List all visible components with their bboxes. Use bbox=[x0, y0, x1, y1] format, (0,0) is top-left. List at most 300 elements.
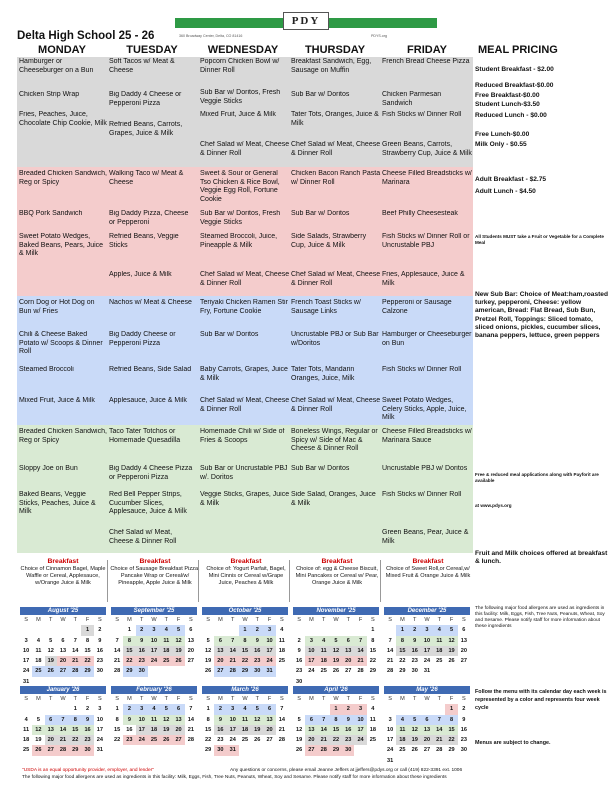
breakfast-title: Breakfast bbox=[412, 558, 444, 565]
weekday-header: T bbox=[346, 696, 350, 702]
calendar-march bbox=[202, 686, 288, 756]
calendar-day: 29 bbox=[448, 747, 455, 754]
calendar-day: 4 bbox=[24, 716, 28, 723]
calendar-day: 29 bbox=[399, 668, 406, 675]
menu-item: Fish Sticks w/ Dinner Roll bbox=[382, 491, 462, 498]
calendar-day: 17 bbox=[421, 646, 433, 656]
menu-item: Side Salads, Strawberry Cup, Juice & Milk bbox=[291, 233, 367, 249]
calendar-day: 19 bbox=[35, 737, 42, 744]
calendar-blank bbox=[32, 625, 44, 635]
calendar-blank bbox=[57, 704, 69, 714]
calendar-day: 12 bbox=[205, 647, 212, 654]
calendar-day: 8 bbox=[206, 716, 210, 723]
calendar-day: 13 bbox=[214, 646, 226, 656]
weekday-header: S bbox=[388, 617, 392, 623]
calendar-day: 19 bbox=[445, 646, 457, 656]
weekday-header: F bbox=[449, 696, 454, 702]
menu-item: Chef Salad w/ Meat, Cheese & Dinner Roll bbox=[291, 141, 381, 157]
weekday-header: T bbox=[73, 696, 77, 702]
meal-application-note: Free & reduced meal applications along with Payforit are available bbox=[475, 472, 599, 484]
calendar-day: 5 bbox=[172, 625, 184, 635]
calendar-day: 20 bbox=[263, 725, 275, 735]
calendar-day: 27 bbox=[187, 658, 194, 665]
calendar-day: 19 bbox=[172, 646, 184, 656]
calendar-day: 1 bbox=[371, 627, 375, 634]
calendar-day: 6 bbox=[263, 704, 275, 714]
calendar-day: 12 bbox=[32, 725, 44, 735]
calendar-grid bbox=[202, 615, 288, 677]
calendar-day: 31 bbox=[96, 747, 103, 754]
calendar-day: 8 bbox=[371, 637, 375, 644]
column-header-monday: MONDAY bbox=[38, 44, 86, 56]
menu-item: Chef Salad w/ Meat, Cheese & Dinner Roll bbox=[291, 271, 381, 287]
menu-item: Beef Philly Cheesesteak bbox=[382, 210, 458, 217]
calendar-day: 14 bbox=[114, 647, 121, 654]
calendar-day: 10 bbox=[136, 715, 148, 725]
calendar-day: 23 bbox=[96, 658, 103, 665]
calendar-day: 15 bbox=[369, 647, 376, 654]
calendar-day: 5 bbox=[160, 704, 172, 714]
calendar-day: 5 bbox=[206, 637, 210, 644]
calendar-day: 7 bbox=[280, 706, 284, 713]
breakfast-description: Choice of: egg & Cheese Biscuit, Mini Pancakes or Cereal w/ Pear, Orange Juice & Milk bbox=[295, 566, 379, 586]
calendar-day: 12 bbox=[172, 636, 184, 646]
calendar-day: 1 bbox=[73, 706, 77, 713]
calendar-day: 2 bbox=[251, 625, 263, 635]
footer-allergen-note: The following major food allergens are used as ingredients in this facility: Milk, Eggs, Fish, Tree Nuts, Peanuts, Wheat, Soy and Sesame. Please notify staff for more information about these ingredients bbox=[22, 775, 447, 780]
calendar-grid bbox=[111, 694, 197, 745]
breakfast-friday bbox=[383, 558, 473, 580]
calendar-day: 3 bbox=[98, 706, 102, 713]
calendar-day: 22 bbox=[205, 737, 212, 744]
calendar-day: 26 bbox=[205, 668, 212, 675]
weekday-header: S bbox=[297, 617, 301, 623]
menu-item: Green Beans, Carrots, Strawberry Cup, Juice & Milk bbox=[382, 141, 472, 157]
calendar-day: 23 bbox=[342, 735, 354, 745]
weekday-header: M bbox=[309, 696, 314, 702]
price-free-breakfast: Free Breakfast-$0.00 bbox=[475, 92, 540, 99]
menu-item: Sweet Potato Wedges, Baked Beans, Pears, Juice & Milk bbox=[19, 233, 104, 258]
menu-item: Chicken Strip Wrap bbox=[19, 91, 80, 98]
calendar-day: 22 bbox=[330, 735, 342, 745]
calendar-day: 18 bbox=[278, 647, 285, 654]
column-header-wednesday: WEDNESDAY bbox=[207, 44, 279, 56]
calendar-day: 24 bbox=[229, 737, 236, 744]
weekday-header: M bbox=[400, 696, 405, 702]
weekday-header: W bbox=[151, 617, 157, 623]
week-2-band bbox=[17, 167, 473, 296]
calendar-day: 5 bbox=[49, 637, 53, 644]
menu-item: Chicken Parmesan Sandwich bbox=[382, 91, 442, 107]
calendar-day: 9 bbox=[342, 715, 354, 725]
menu-item: Walking Taco w/ Meat & Cheese bbox=[109, 170, 184, 186]
calendar-blank bbox=[305, 625, 317, 635]
calendar-day: 12 bbox=[47, 647, 54, 654]
calendar-day: 4 bbox=[396, 715, 408, 725]
calendar-november bbox=[293, 607, 379, 687]
menu-item: Sub Bar w/ Doritos, Fresh Veggie Sticks bbox=[200, 89, 281, 105]
calendar-day: 21 bbox=[114, 658, 121, 665]
calendar-day: 8 bbox=[396, 636, 408, 646]
calendar-day: 18 bbox=[23, 737, 30, 744]
menu-item: Cheese Filled Breadsticks w/ Marinara Sauce bbox=[382, 428, 472, 444]
weekday-header: M bbox=[400, 617, 405, 623]
calendar-day: 1 bbox=[445, 704, 457, 714]
menu-item: Mixed Fruit, Juice & Milk bbox=[200, 111, 276, 118]
calendar-day: 7 bbox=[57, 715, 69, 725]
calendar-day: 7 bbox=[318, 715, 330, 725]
calendar-day: 26 bbox=[332, 668, 340, 675]
calendar-day: 30 bbox=[214, 745, 226, 755]
menu-item: Apples, Juice & Milk bbox=[109, 271, 172, 278]
calendar-title: January '26 bbox=[20, 686, 106, 694]
weekday-header: T bbox=[48, 696, 53, 702]
contact-info: Any questions or concerns, please email Jeanne Jeffers at jjeffers@pdys.org or call (419) 822-3391 ext. 1006 bbox=[230, 768, 463, 773]
calendar-day: 1 bbox=[127, 627, 131, 634]
menu-item: Soft Tacos w/ Meat & Cheese bbox=[109, 58, 175, 74]
calendar-day: 13 bbox=[263, 715, 275, 725]
calendar-day: 9 bbox=[98, 637, 102, 644]
calendar-blank bbox=[318, 625, 330, 635]
calendar-blank bbox=[384, 625, 396, 635]
calendar-day: 6 bbox=[189, 627, 193, 634]
calendar-day: 25 bbox=[160, 656, 172, 666]
weekday-header: T bbox=[437, 696, 441, 702]
calendar-day: 20 bbox=[172, 725, 184, 735]
sub-bar-description: New Sub Bar: Choice of Meat:ham,roasted turkey, pepperoni, Cheese: yellow american, Bread: Flat Bread, Sub Bun, Pretzel Roll, Toppings: Sliced tomato, sliced onions, pickles, cucumber slices, banana peppers, lettuce, green peppers bbox=[475, 291, 608, 340]
calendar-day: 1 bbox=[115, 706, 119, 713]
menu-item: Big Daddy 4 Cheese Pizza or Pepperoni Pizza bbox=[109, 465, 193, 481]
calendar-day: 27 bbox=[423, 747, 431, 754]
calendar-title: November '25 bbox=[293, 607, 379, 615]
calendar-day: 15 bbox=[396, 646, 408, 656]
calendar-day: 18 bbox=[396, 735, 408, 745]
calendar-blank bbox=[111, 625, 123, 635]
calendar-day: 31 bbox=[387, 757, 394, 764]
menu-item: Sub Bar w/ Doritos, Fresh Veggie Sticks bbox=[200, 210, 281, 226]
calendar-day: 13 bbox=[59, 647, 67, 654]
calendar-day: 4 bbox=[36, 637, 40, 644]
menu-item: Chef Salad w/ Meat, Cheese & Dinner Roll bbox=[200, 271, 290, 287]
calendar-day: 11 bbox=[433, 636, 445, 646]
calendar-day: 2 bbox=[342, 704, 354, 714]
weekday-header: S bbox=[97, 696, 102, 702]
weekday-header: W bbox=[151, 696, 157, 702]
menu-item: Taco Tater Totchos or Homemade Quesadilla bbox=[109, 428, 181, 444]
calendar-day: 29 bbox=[330, 745, 342, 755]
calendar-day: 3 bbox=[354, 704, 366, 714]
weekday-header: T bbox=[230, 696, 235, 702]
calendar-day: 11 bbox=[239, 715, 251, 725]
calendar-day: 6 bbox=[305, 715, 317, 725]
calendar-day: 30 bbox=[411, 668, 418, 675]
weekday-header: T bbox=[412, 696, 417, 702]
calendar-day: 2 bbox=[297, 637, 301, 644]
calendar-december bbox=[384, 607, 470, 677]
weekday-header: W bbox=[242, 617, 248, 623]
menu-item: Big Daddy Cheese or Pepperoni Pizza bbox=[109, 331, 176, 347]
calendar-day: 31 bbox=[423, 668, 431, 675]
calendar-day: 1 bbox=[396, 625, 408, 635]
calendar-day: 27 bbox=[214, 666, 226, 676]
calendar-day: 23 bbox=[123, 735, 135, 745]
calendar-day: 25 bbox=[278, 658, 285, 665]
calendar-blank bbox=[384, 704, 396, 714]
week-3-band bbox=[17, 296, 473, 425]
calendar-day: 14 bbox=[187, 716, 194, 723]
calendar-day: 23 bbox=[217, 737, 224, 744]
calendar-day: 26 bbox=[45, 666, 57, 676]
calendar-day: 29 bbox=[123, 666, 135, 676]
calendar-day: 16 bbox=[409, 646, 421, 656]
calendar-day: 21 bbox=[433, 735, 445, 745]
website-note: at www.pdys.org bbox=[475, 503, 512, 508]
calendar-day: 10 bbox=[227, 715, 239, 725]
calendar-day: 28 bbox=[278, 737, 285, 744]
weekday-header: T bbox=[139, 617, 144, 623]
calendar-day: 10 bbox=[421, 636, 433, 646]
calendar-day: 12 bbox=[296, 726, 303, 733]
menu-item: Sweet & Sour or General Tso Chicken & Rice Bowl, Veggie Egg Roll, Fortune Cookie bbox=[200, 170, 280, 203]
calendar-day: 24 bbox=[148, 656, 160, 666]
calendar-blank bbox=[293, 704, 305, 714]
calendar-day: 14 bbox=[57, 725, 69, 735]
weekday-header: T bbox=[255, 696, 259, 702]
calendar-day: 5 bbox=[445, 625, 457, 635]
weekday-header: T bbox=[73, 617, 77, 623]
calendar-day: 16 bbox=[296, 658, 303, 665]
calendar-day: 14 bbox=[318, 725, 330, 735]
weekday-header: S bbox=[24, 696, 28, 702]
subject-to-change-note: Menus are subject to change. bbox=[475, 740, 551, 746]
breakfast-title: Breakfast bbox=[321, 558, 353, 565]
menu-item: Green Beans, Pear, Juice & Milk bbox=[382, 529, 469, 545]
menu-item: Homemade Chili w/ Side of Fries & Scoops bbox=[200, 428, 285, 444]
calendar-day: 26 bbox=[448, 658, 455, 665]
calendar-day: 24 bbox=[136, 735, 148, 745]
calendar-day: 2 bbox=[123, 704, 135, 714]
weekday-header: T bbox=[346, 617, 350, 623]
weekday-header: M bbox=[36, 617, 41, 623]
calendar-grid bbox=[384, 694, 470, 766]
calendar-day: 13 bbox=[460, 637, 467, 644]
calendar-day: 14 bbox=[278, 716, 285, 723]
calendar-blank bbox=[433, 704, 445, 714]
calendar-day: 10 bbox=[354, 715, 366, 725]
calendar-blank bbox=[396, 704, 408, 714]
calendar-day: 1 bbox=[239, 625, 251, 635]
calendar-day: 24 bbox=[387, 747, 394, 754]
calendar-day: 4 bbox=[239, 704, 251, 714]
weekday-header: F bbox=[358, 696, 363, 702]
calendar-day: 1 bbox=[81, 625, 93, 635]
weekday-header: S bbox=[188, 696, 193, 702]
weekday-header: S bbox=[370, 617, 375, 623]
calendar-day: 2 bbox=[214, 704, 226, 714]
calendar-day: 14 bbox=[227, 646, 239, 656]
calendar-day: 21 bbox=[387, 658, 394, 665]
calendar-day: 2 bbox=[98, 627, 102, 634]
calendar-day: 7 bbox=[388, 637, 392, 644]
calendar-day: 7 bbox=[115, 637, 119, 644]
calendar-september bbox=[111, 607, 197, 677]
calendar-blank bbox=[202, 625, 214, 635]
calendar-day: 26 bbox=[160, 735, 172, 745]
calendar-day: 29 bbox=[81, 666, 93, 676]
weekday-header: M bbox=[309, 617, 314, 623]
calendar-day: 20 bbox=[305, 735, 317, 745]
calendar-day: 28 bbox=[57, 745, 69, 755]
weekday-header: F bbox=[449, 617, 454, 623]
calendar-day: 18 bbox=[318, 656, 330, 666]
breakfast-description: Choice of Sweet Roll,or Cereal,w/ Mixed Fruit & Orange Juice & Milk bbox=[385, 566, 471, 579]
menu-cycle-note: Follow the menu with its calendar day each week is represented by a color and represents four week cycle bbox=[475, 689, 607, 711]
breakfast-tuesday bbox=[110, 558, 200, 586]
calendar-day: 4 bbox=[160, 625, 172, 635]
weekday-header: S bbox=[24, 617, 28, 623]
calendar-day: 18 bbox=[369, 726, 376, 733]
menu-item: Breaded Chicken Sandwich, Reg or Spicy bbox=[19, 170, 107, 186]
calendar-day: 18 bbox=[160, 646, 172, 656]
calendar-day: 9 bbox=[136, 636, 148, 646]
calendar-day: 17 bbox=[387, 737, 394, 744]
calendar-day: 27 bbox=[305, 745, 317, 755]
calendar-day: 25 bbox=[32, 666, 44, 676]
weekday-header: W bbox=[60, 696, 66, 702]
calendar-day: 2 bbox=[136, 625, 148, 635]
calendar-blank bbox=[20, 704, 32, 714]
calendar-day: 9 bbox=[123, 715, 135, 725]
usda-statement: "USDA is an equal opportunity provider, employer, and lender" bbox=[22, 768, 154, 773]
calendar-day: 23 bbox=[136, 656, 148, 666]
calendar-day: 3 bbox=[421, 625, 433, 635]
weekday-header: S bbox=[279, 617, 284, 623]
weekday-header: T bbox=[164, 617, 168, 623]
menu-item: Tater Tots, Oranges, Juice & Milk bbox=[291, 111, 379, 127]
calendar-day: 14 bbox=[433, 725, 445, 735]
calendar-day: 21 bbox=[354, 656, 366, 666]
calendar-day: 28 bbox=[114, 668, 121, 675]
calendar-day: 6 bbox=[61, 637, 65, 644]
calendar-august bbox=[20, 607, 106, 687]
calendar-day: 29 bbox=[239, 666, 251, 676]
menu-item: Pepperoni or Sausage Calzone bbox=[382, 299, 452, 315]
breakfast-description: Choice of Cinnamon Bagel, Maple Waffle or Cereal, Applesauce, w/Orange Juice & Milk bbox=[20, 566, 106, 586]
calendar-day: 15 bbox=[239, 646, 251, 656]
calendar-day: 11 bbox=[23, 726, 30, 733]
calendar-title: May '26 bbox=[384, 686, 470, 694]
weekday-header: T bbox=[48, 617, 53, 623]
calendar-day: 9 bbox=[81, 715, 93, 725]
calendar-day: 30 bbox=[251, 666, 263, 676]
calendar-day: 13 bbox=[45, 725, 57, 735]
calendar-day: 15 bbox=[114, 726, 121, 733]
weekday-header: T bbox=[412, 617, 417, 623]
calendar-day: 5 bbox=[297, 716, 301, 723]
calendar-day: 17 bbox=[263, 646, 275, 656]
calendar-day: 11 bbox=[318, 646, 330, 656]
menu-item: Teriyaki Chicken Ramen Stir Fry, Fortune Cookie bbox=[200, 299, 288, 315]
menu-item: Mixed Fruit, Juice & Milk bbox=[19, 397, 95, 404]
weekday-header: S bbox=[461, 696, 466, 702]
calendar-day: 6 bbox=[462, 627, 466, 634]
menu-item: Tater Tots, Mandarin Oranges, Juice, Milk bbox=[291, 366, 355, 382]
column-header-thursday: THURSDAY bbox=[304, 44, 366, 56]
menu-item: Sub Bar w/ Doritos bbox=[200, 331, 259, 338]
calendar-day: 2 bbox=[462, 706, 466, 713]
calendar-day: 14 bbox=[387, 647, 394, 654]
calendar-day: 13 bbox=[172, 715, 184, 725]
calendar-day: 24 bbox=[354, 735, 366, 745]
week-1-band bbox=[17, 57, 473, 167]
weekday-header: T bbox=[437, 617, 441, 623]
calendar-day: 7 bbox=[73, 637, 77, 644]
column-header-friday: FRIDAY bbox=[407, 44, 447, 56]
weekday-header: F bbox=[176, 617, 181, 623]
calendar-day: 26 bbox=[32, 745, 44, 755]
weekday-header: S bbox=[370, 696, 375, 702]
menu-item: Fish Sticks w/ Dinner Roll bbox=[382, 366, 462, 373]
menu-item: Refried Beans, Carrots, Grapes, Juice & Milk bbox=[109, 121, 183, 137]
weekday-header: S bbox=[188, 617, 193, 623]
calendar-day: 15 bbox=[123, 646, 135, 656]
weekday-header: S bbox=[206, 617, 210, 623]
weekday-header: F bbox=[267, 617, 272, 623]
calendar-day: 9 bbox=[297, 647, 301, 654]
calendar-february bbox=[111, 686, 197, 745]
calendar-day: 15 bbox=[330, 725, 342, 735]
column-header-tuesday: TUESDAY bbox=[126, 44, 178, 56]
breakfast-thursday bbox=[292, 558, 382, 586]
breakfast-wednesday bbox=[201, 558, 291, 586]
menu-item: Baby Carrots, Grapes, Juice & Milk bbox=[200, 366, 288, 382]
calendar-day: 23 bbox=[411, 658, 418, 665]
calendar-day: 11 bbox=[278, 637, 285, 644]
calendar-day: 13 bbox=[421, 725, 433, 735]
calendar-day: 2 bbox=[409, 625, 421, 635]
calendar-day: 21 bbox=[187, 726, 194, 733]
menu-item: Chef Salad w/ Meat, Cheese & Dinner Roll bbox=[200, 141, 290, 157]
calendar-day: 16 bbox=[126, 726, 133, 733]
menu-item: Breakfast Sandwich, Egg, Sausage on Muffin bbox=[291, 58, 372, 74]
weekday-header: S bbox=[206, 696, 210, 702]
calendar-day: 17 bbox=[23, 658, 30, 665]
calendar-grid bbox=[293, 615, 379, 687]
weekday-header: W bbox=[424, 617, 430, 623]
logo-text: PDY bbox=[283, 12, 329, 30]
calendar-day: 19 bbox=[251, 725, 263, 735]
calendar-day: 12 bbox=[251, 715, 263, 725]
menu-item: Chef Salad w/ Meat, Cheese & Dinner Roll bbox=[109, 529, 177, 545]
price-adult-breakfast: Adult Breakfast - $2.75 bbox=[475, 176, 547, 183]
calendar-day: 3 bbox=[24, 637, 28, 644]
breakfast-monday bbox=[18, 558, 108, 586]
calendar-day: 25 bbox=[241, 737, 249, 744]
menu-item: Applesauce, Juice & Milk bbox=[109, 397, 187, 404]
calendar-grid bbox=[20, 694, 106, 756]
calendar-day: 15 bbox=[69, 725, 81, 735]
calendar-day: 19 bbox=[45, 656, 57, 666]
calendar-day: 28 bbox=[187, 737, 194, 744]
calendar-day: 20 bbox=[421, 735, 433, 745]
menu-item: Corn Dog or Hot Dog on Bun w/ Fries bbox=[19, 299, 95, 315]
divider bbox=[289, 560, 290, 602]
weekday-header: S bbox=[115, 696, 119, 702]
weekday-header: F bbox=[358, 617, 363, 623]
column-header-meal-pricing: MEAL PRICING bbox=[478, 44, 558, 56]
calendar-day: 10 bbox=[96, 716, 103, 723]
weekday-header: T bbox=[255, 617, 259, 623]
